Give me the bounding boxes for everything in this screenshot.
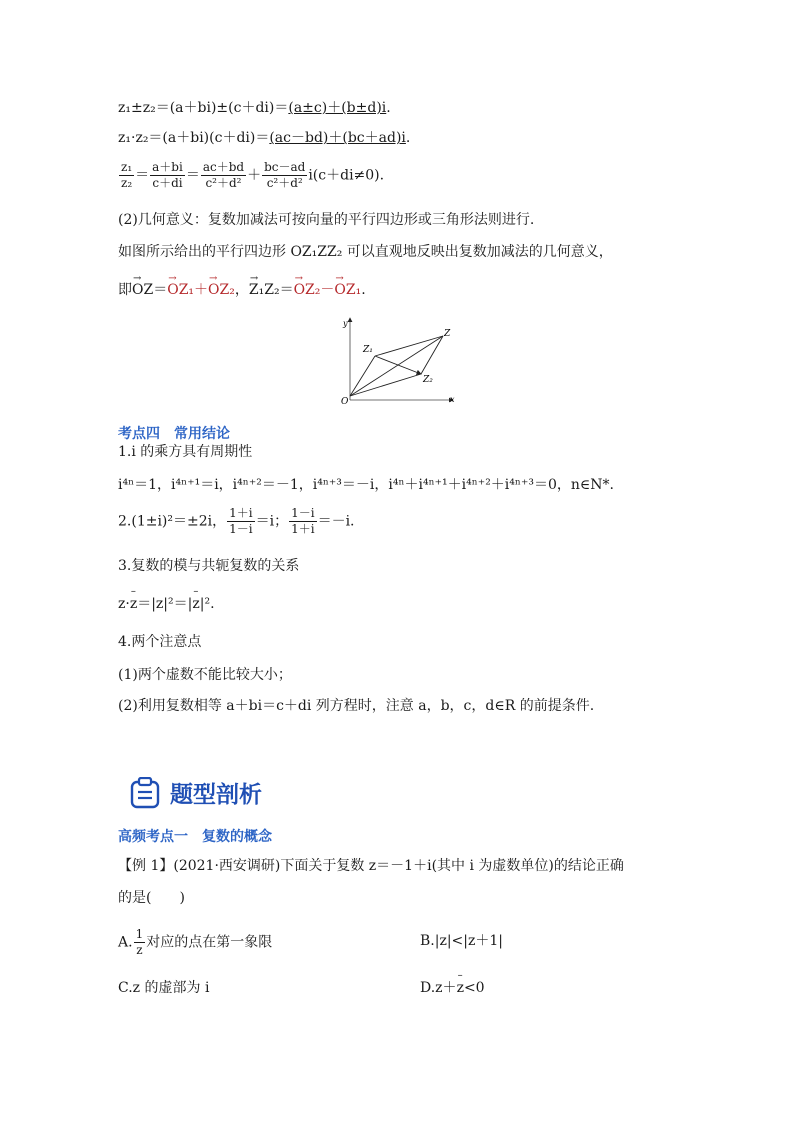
example1-stem2: 的是( ) xyxy=(118,890,185,906)
option-d-text: <0 xyxy=(463,980,485,996)
section4-title: 考点四 常用结论 xyxy=(118,426,230,442)
option-a-label: A. xyxy=(118,934,133,951)
formula-mul-lhs: z₁·z₂＝(a＋bi)(c＋di)＝ xyxy=(118,130,270,146)
vector-oz1: → OZ₁ xyxy=(167,280,194,300)
l3-a: 2.(1±i)²＝±2i， xyxy=(118,513,227,530)
label-z2: Z₂ xyxy=(423,375,433,385)
geometry-para-2: 如图所示给出的平行四边形 OZ₁ZZ₂ 可以直观地反映出复数加减法的几何意义， xyxy=(118,244,613,260)
option-a-den: z xyxy=(136,943,143,957)
l3-frac1 xyxy=(227,506,254,537)
label-o: O xyxy=(341,397,349,407)
option-d-bar: – z xyxy=(457,978,464,998)
option-c[interactable]: C.z 的虚部为 i xyxy=(118,980,210,996)
segment-z1-z2 xyxy=(375,356,421,374)
formula-div-tail: i(c＋di≠0). xyxy=(308,167,385,184)
frac-2 xyxy=(201,160,246,191)
section4-line4: 3.复数的模与共轭复数的关系 xyxy=(118,558,300,574)
section4-line3 xyxy=(118,506,355,537)
formula-add-lhs: z₁±z₂＝(a＋bi)±(c＋di)＝ xyxy=(118,100,289,116)
l5-b: ＝|z|²＝| xyxy=(137,596,193,612)
period: . xyxy=(361,282,366,298)
frac-z1-z2 xyxy=(119,160,134,191)
frac-1 xyxy=(150,160,185,191)
geometry-vector-relations xyxy=(118,280,366,300)
formula-div: $\frac{\text{z₁}}{\text{z₂}}$ ＝ $\frac{a+bi}{c+di}$ ＝ $\frac{ac+bd}{\text{c²＋d²}}$ ＋ $\frac{bc-ad}{\text{c²＋d²}}$ i(c＋di≠0). xyxy=(121,160,385,190)
segment-o-z1 xyxy=(350,356,375,396)
label-z1: Z₁ xyxy=(363,345,373,355)
main-section-header xyxy=(130,776,262,809)
vector-oz: → OZ xyxy=(132,280,153,300)
eq-sign: ＝ xyxy=(153,282,168,298)
section4-line1: 1.i 的乘方具有周期性 xyxy=(118,444,253,460)
frac-1-den: c＋di xyxy=(152,176,183,190)
formula-add xyxy=(118,98,391,118)
formula-mul-end: . xyxy=(405,130,411,146)
section4-line7: (1)两个虚数不能比较大小； xyxy=(118,667,292,683)
option-a-text: 对应的点在第一象限 xyxy=(146,934,273,951)
l3-frac2-num: 1－i xyxy=(291,506,315,520)
formula-add-end: . xyxy=(386,100,391,116)
option-b[interactable]: B.|z|<|z＋1| xyxy=(420,933,503,949)
vector-z1z2: → Z₁Z₂ xyxy=(249,280,280,300)
option-d-label: D.z＋ xyxy=(420,980,457,996)
l3-frac1-den: 1－i xyxy=(229,522,253,536)
main-section-title: 题型剖析 xyxy=(170,782,262,808)
frac-3-num: bc－ad xyxy=(264,160,306,174)
vector-oz1-b: → OZ₁ xyxy=(334,280,361,300)
option-a-num: 1 xyxy=(135,927,144,941)
option-a[interactable] xyxy=(118,927,272,958)
topic1-title: 高频考点一 复数的概念 xyxy=(118,829,272,845)
plus-sign: ＋ xyxy=(194,282,209,298)
minus-sign: － xyxy=(320,282,335,298)
section4-line2: i⁴ⁿ＝1，i⁴ⁿ⁺¹＝i，i⁴ⁿ⁺²＝－1，i⁴ⁿ⁺³＝－i，i⁴ⁿ＋i⁴ⁿ⁺¹＋i⁴ⁿ⁺²＋i⁴ⁿ⁺³＝0，n∈N*. xyxy=(118,477,614,493)
section4-line8: (2)利用复数相等 a＋bi＝c＋di 列方程时，注意 a，b，c，d∈R 的前提条件. xyxy=(118,698,595,714)
l3-frac2 xyxy=(289,506,316,537)
section4-line5 xyxy=(118,594,215,614)
formula-add-answer: (a±c)＋(b±d)i xyxy=(288,100,387,116)
clipboard-icon xyxy=(130,777,160,809)
l3-b: ＝i； xyxy=(255,513,289,530)
option-d[interactable] xyxy=(420,978,485,998)
l3-c: ＝－i. xyxy=(317,513,355,530)
geometry-para-1: (2)几何意义：复数加减法可按向量的平行四边形或三角形法则进行. xyxy=(118,212,535,228)
frac-2-den: c²＋d² xyxy=(205,176,242,190)
l3-frac1-num: 1＋i xyxy=(229,506,253,520)
section4-line6: 4.两个注意点 xyxy=(118,634,202,650)
eq-sign-2: ＝ xyxy=(279,282,294,298)
frac-z2: z₂ xyxy=(121,176,133,190)
segment-o-z2 xyxy=(350,374,421,396)
l3-frac2-den: 1＋i xyxy=(291,522,315,536)
l5-bar: – z xyxy=(130,594,137,614)
frac-2-num: ac＋bd xyxy=(202,160,245,174)
formula-mul-answer: (ac－bd)＋(bc＋ad)i xyxy=(269,130,406,146)
l5-bar2: – z xyxy=(192,594,199,614)
geometry-prefix: 即 xyxy=(118,282,132,298)
parallelogram-figure xyxy=(335,312,460,412)
label-z: Z xyxy=(444,329,451,339)
frac-3-den: c²＋d² xyxy=(266,176,303,190)
formula-mul xyxy=(118,128,410,148)
vector-oz2: → OZ₂ xyxy=(208,280,235,300)
label-y: y xyxy=(343,319,348,328)
label-x: x xyxy=(450,395,455,404)
l5-c: |². xyxy=(199,596,215,612)
frac-3 xyxy=(262,160,307,191)
comma: ， xyxy=(234,282,249,298)
l5-a: z· xyxy=(118,596,130,612)
option-a-frac xyxy=(134,927,146,958)
example1-stem: 【例 1】(2021·西安调研)下面关于复数 z＝－1＋i(其中 i 为虚数单位)的结论正确 xyxy=(118,858,624,874)
vector-oz2-b: → OZ₂ xyxy=(294,280,321,300)
frac-1-num: a＋bi xyxy=(152,160,183,174)
frac-z1: z₁ xyxy=(121,160,133,174)
